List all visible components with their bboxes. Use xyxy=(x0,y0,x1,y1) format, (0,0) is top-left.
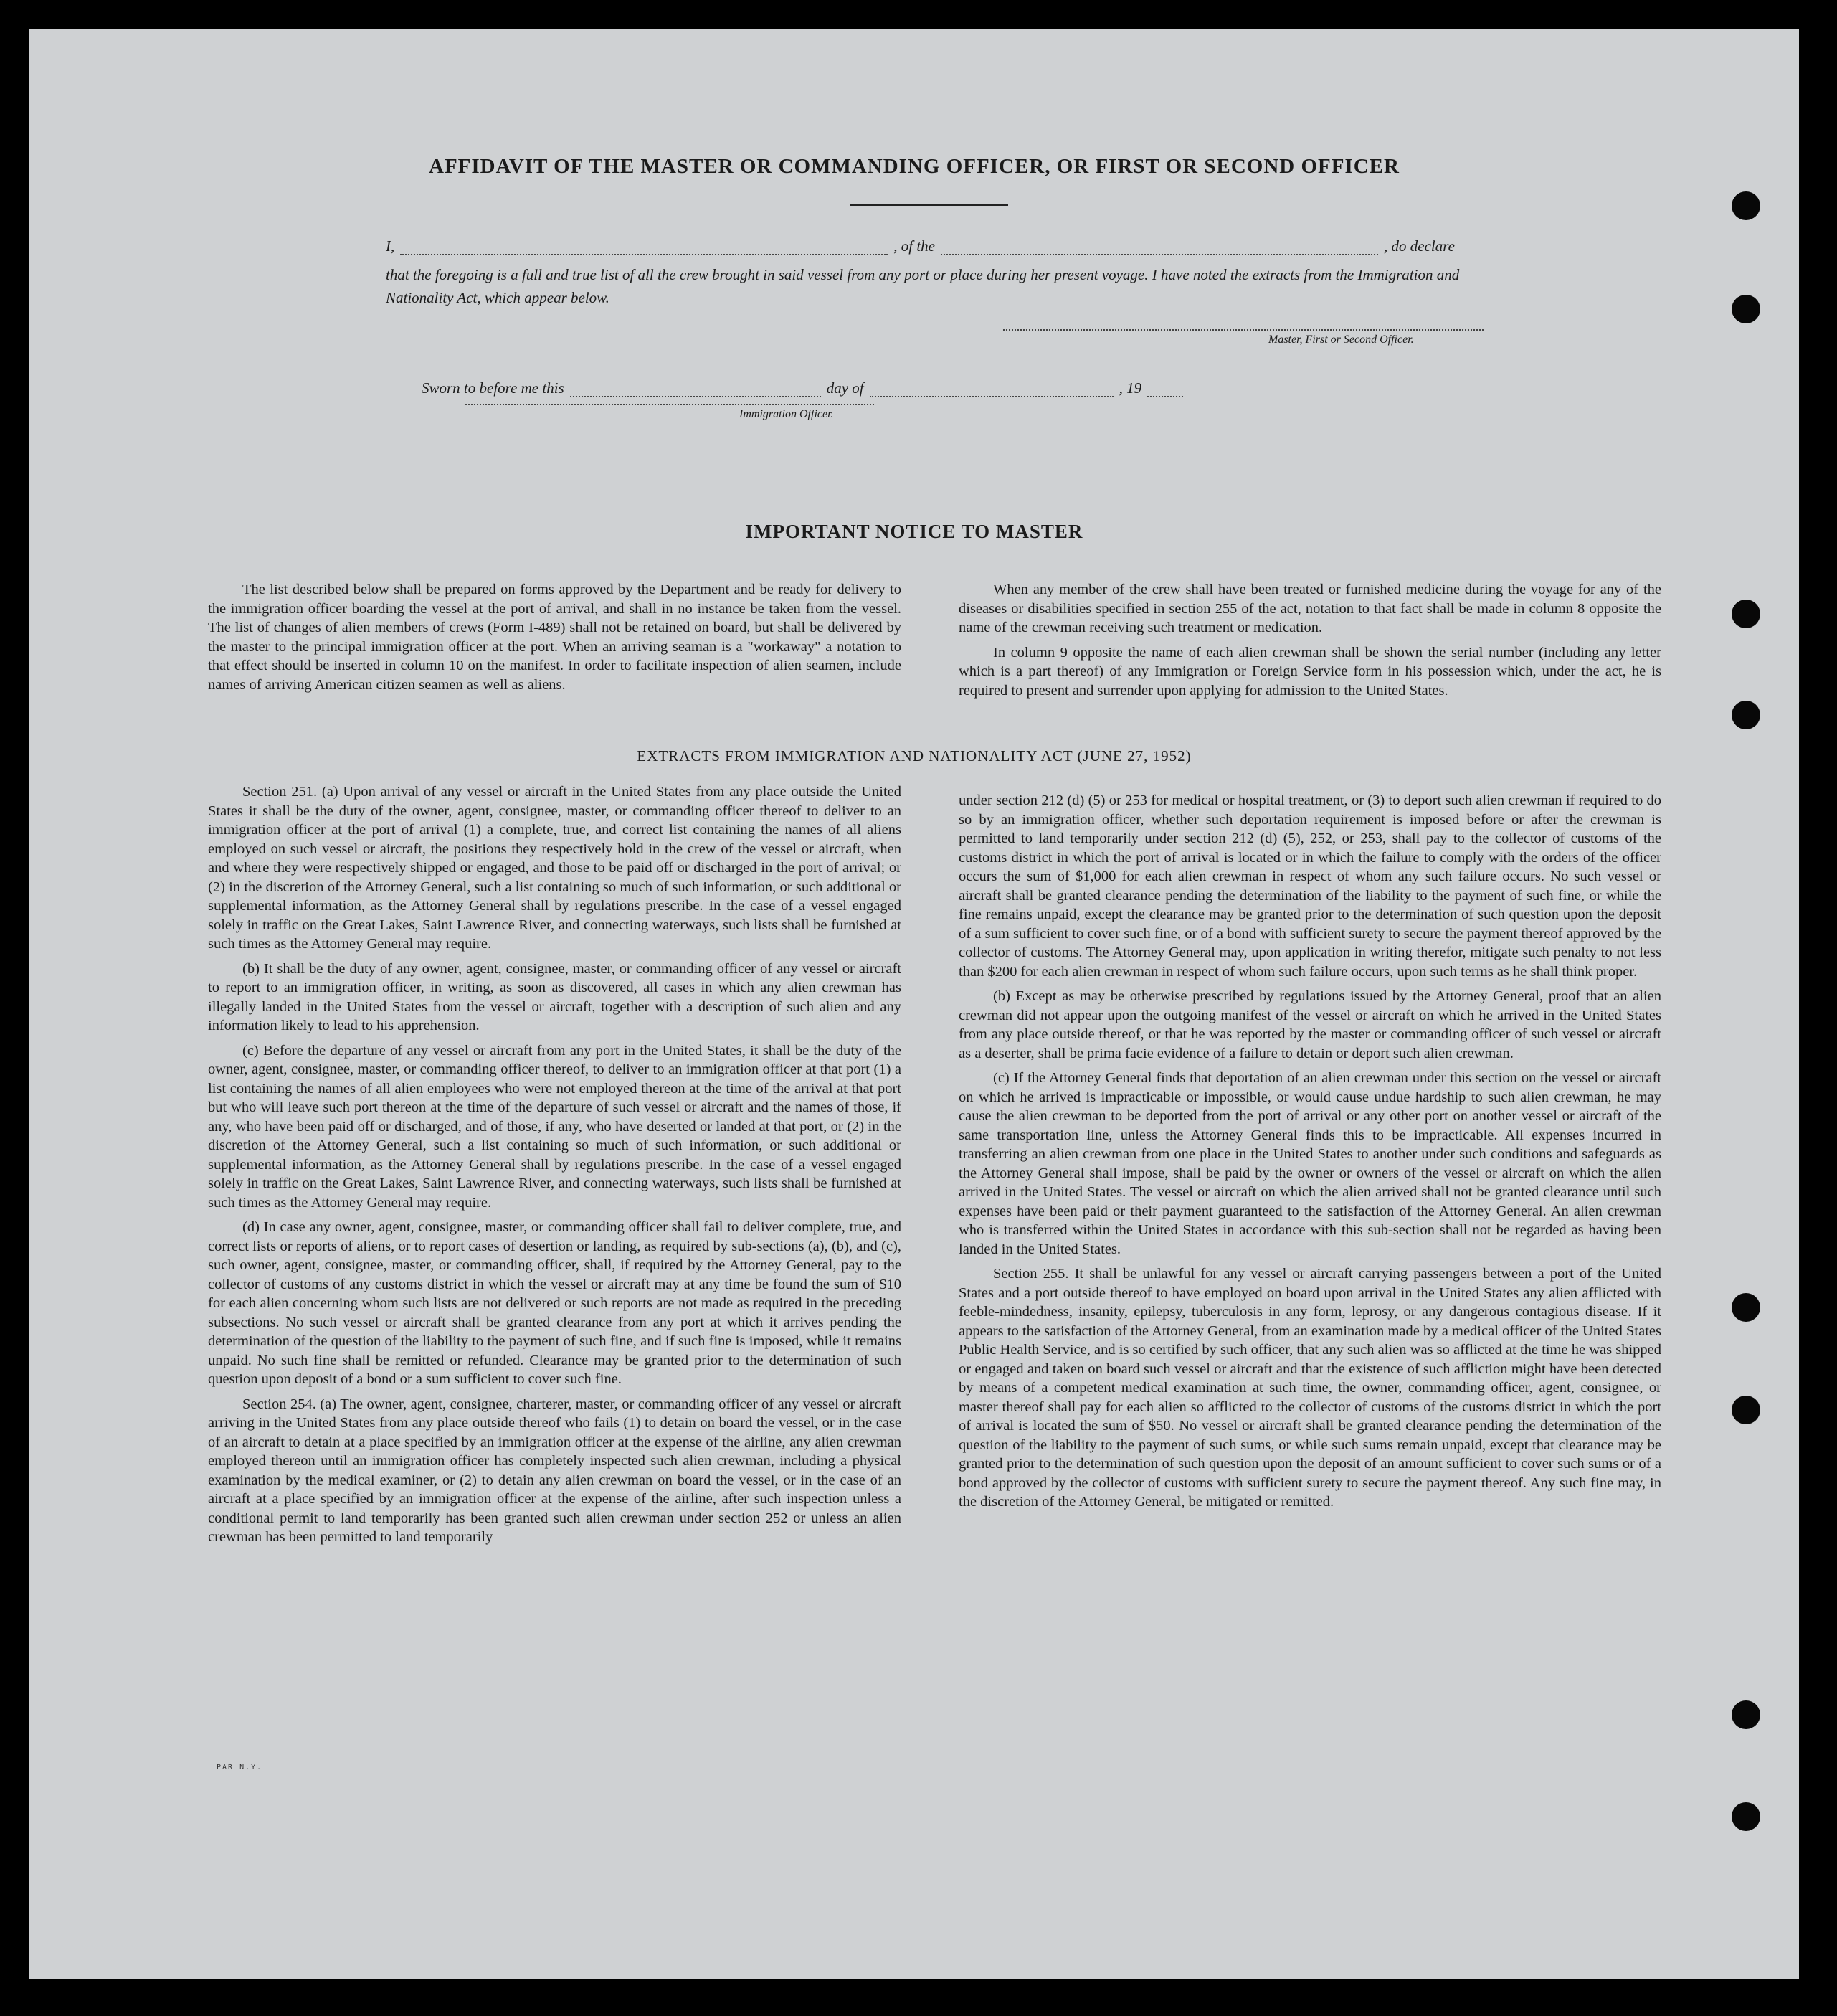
section-251-a: Section 251. (a) Upon arrival of any vessel or aircraft in the United States from any place outside the United States it shall be the duty of the owner, agent, consignee, master, or commanding officer thereof to deliver to an immigration officer at the port of arrival (1) a complete, true, and correct list containing the names of all aliens employed on such vessel or aircraft, the positions they respectively hold in the crew of the vessel or aircraft, when and where they were respectively shipped or engaged, and those to be paid off or discharged in the port of arrival; or (2) in the discretion of the Attorney General, such a list containing so much of such information, or such additional or supplemental information, as the Attorney General shall by regulations prescribe. In the case of a vessel engaged solely in traffic on the Great Lakes, Saint Lawrence River, and connecting waterways, such lists shall be furnished at such times as the Attorney General may require. xyxy=(208,784,901,952)
notice-right-para-1: When any member of the crew shall have been treated or furnished medicine during the voyage for any of the diseases or disabilities specified in section 255 of the act, notation to that fact shall be made in column 8 opposite the name of the crewman receiving such treatment or medication. xyxy=(959,582,1661,635)
notice-title: IMPORTANT NOTICE TO MASTER xyxy=(745,521,1083,542)
declaration-text: that the foregoing is a full and true list of all the crew brought in said vessel from any port or place during her present voyage. I have noted the extracts from the Immigration and Nationality Act, which appear below. xyxy=(386,266,1460,306)
section-254-a: Section 254. (a) The owner, agent, consignee, charterer, master, or commanding officer of any vessel or aircraft arriving in the United States from any place outside thereof who fails (1) to detain on board the vessel, or in the case of an aircraft to detain at a place specified by an immigration officer at the expense of the airline, any alien crewman employed thereon until an immigration officer has completely inspected such alien crewman, including a physical examination by the medical examiner, or (2) to detain any alien crewman on board the vessel, or in the case of an aircraft at a place specified by an immigration officer at the expense of the airline, after such inspection unless a conditional permit to land temporarily has been granted such alien crewman under section 252 or unless an alien crewman has been permitted to land temporarily xyxy=(208,1396,901,1545)
punch-hole xyxy=(1732,600,1760,628)
do-declare-label: , do declare xyxy=(1384,237,1455,255)
declaration-line xyxy=(386,237,1519,255)
section-254-b: (b) Except as may be otherwise prescribed by regulations issued by the Attorney General, proof that an alien crewman did not appear upon the outgoing manifest of the vessel or aircraft on which he arrived in the United States from any place outside thereof, or that he was reported by the master or commanding officer of such vessel or aircraft as a deserter, shall be prima facie evidence of a failure to detain or deport such alien crewman. xyxy=(959,988,1661,1061)
punch-hole xyxy=(1732,1293,1760,1322)
master-signature-label: Master, First or Second Officer. xyxy=(1268,333,1414,346)
notice-left-column xyxy=(208,580,901,700)
punch-hole xyxy=(1732,1700,1760,1729)
affidavit-title: AFFIDAVIT OF THE MASTER OR COMMANDING OFFICER, OR FIRST OR SECOND OFFICER xyxy=(429,155,1400,178)
month-blank[interactable] xyxy=(870,392,1114,397)
section-251-d: (d) In case any owner, agent, consignee, master, or commanding officer shall fail to deliver complete, true, and correct lists or reports of aliens, or to report cases of desertion or landing, as required by sub-sections (a), (b), and (c), such owner, agent, consignee, master, or commanding officer, shall, if required by the Attorney General, pay to the collector of customs of any customs district in which the vessel or aircraft may at any time be found the sum of $10 for each alien concerning whom such lists are not delivered or such reports are not made as required in the preceding subsections. No such vessel or aircraft shall be granted clearance from any port at which it arrives pending the determination of the question of the liability to the payment of such fine, and if such fine is imposed, while it remains unpaid. No such fine shall be remitted or refunded. Clearance may be granted prior to the determination of such question upon deposit of a bond or a sum sufficient to cover such fine. xyxy=(208,1219,901,1387)
extracts-right-column xyxy=(959,791,1661,1518)
i-label: I, xyxy=(386,237,395,255)
document-page xyxy=(29,29,1799,1979)
officer-signature-label: Immigration Officer. xyxy=(739,408,834,420)
section-251-b: (b) It shall be the duty of any owner, agent, consignee, master, or commanding officer of any vessel or aircraft to report to an immigration officer, in writing, as soon as discovered, all cases in which any alien crewman has illegally landed in the United States from the vessel or aircraft, together with a description of such alien and any information likely to lead to his apprehension. xyxy=(208,960,901,1033)
day-blank[interactable] xyxy=(570,392,821,397)
punch-hole xyxy=(1732,1396,1760,1424)
section-254-a-cont: under section 212 (d) (5) or 253 for medical or hospital treatment, or (3) to deport such alien crewman if required to do so by an immigration officer, whether such deportation requirement is imposed before or after the crewman is permitted to land temporarily under section 212 (d) (5), 252, or 253, shall pay to the collector of customs of the customs district in which the port of arrival is located or in which the failure to comply with the orders of the officer occurs the sum of $1,000 for each alien crewman in respect of whom any such failure occurs. No such vessel or aircraft shall be granted clearance pending the determination of the liability to the payment of such fine, or while the fine remains unpaid, except the clearance may be granted prior to the determination of such question upon the deposit of a sum sufficient to cover such fine, or of a bond with sufficient surety to secure the payment thereof approved by the collector of customs. The Attorney General may, upon application in writing therefor, mitigate such penalty to not less than $200 for each alien crewman in respect of whom such failure occurs, upon such terms as he shall think proper. xyxy=(959,792,1661,980)
punch-hole xyxy=(1732,295,1760,323)
notice-right-para-2: In column 9 opposite the name of each alien crewman shall be shown the serial number (including any letter which is a part thereof) of any Immigration or Foreign Service form in his possession which, under the act, he is required to present and surrender upon applying for admission to the United States. xyxy=(959,644,1661,699)
section-254-c: (c) If the Attorney General finds that deportation of an alien crewman under this section on the vessel or aircraft on which he arrived is impracticable or impossible, or would cause undue hardship to such alien crewman, he may cause the alien crewman to be deported from the port of arrival or any other port on another vessel or aircraft of the same transportation line, unless the Attorney General finds this to be impracticable. All expenses incurred in transferring an alien crewman from one place in the United States to another under such conditions and safeguards as the Attorney General shall impose, shall be paid by the owner or owners of the vessel or aircraft on which the alien arrived in the United States. The vessel or aircraft on which the alien arrived shall not be granted clearance until such expenses have been paid or their payment guaranteed to the satisfaction of the Attorney General. An alien crewman who is transferred within the United States in accordance with this sub-section shall not be regarded as having been landed in the United States. xyxy=(959,1070,1661,1257)
punch-hole xyxy=(1732,701,1760,729)
vessel-blank[interactable] xyxy=(941,250,1378,255)
master-signature-line[interactable] xyxy=(1003,329,1484,331)
printer-imprint: PAR N.Y. xyxy=(217,1764,263,1771)
section-255: Section 255. It shall be unlawful for any vessel or aircraft carrying passengers between a port of the United States and a port outside thereof to have employed on board upon arrival in the United States any alien afflicted with feeble-mindedness, insanity, epilepsy, tuberculosis in any form, leprosy, or any dangerous contagious disease. If it appears to the satisfaction of the Attorney General, from an examination made by a medical officer of the United States Public Health Service, and is so certified by such officer, that any such alien was so afflicted at the time he was shipped or engaged and taken on board such vessel or aircraft and that the existence of such affliction might have been detected by means of a competent medical examination at such time, the owner, commanding officer, agent, consignee, or master thereof shall pay for each alien so afflicted to the collector of customs of the customs district in which the port of arrival is located the sum of $50. No vessel or aircraft shall be granted clearance pending the determination of the question of the liability to the payment of such sums, or while such sums remain unpaid, except that clearance may be granted prior to the determination of such question upon the deposit of an amount sufficient to cover such sums or of a bond approved by the collector of customs with sufficient surety to secure the payment thereof. Any such fine may, in the discretion of the Attorney General, be mitigated or remitted. xyxy=(959,1266,1661,1510)
name-blank[interactable] xyxy=(400,250,888,255)
of-the-label: , of the xyxy=(893,237,935,255)
day-of-label: day of xyxy=(826,379,864,397)
punch-hole xyxy=(1732,1802,1760,1831)
notice-right-column xyxy=(959,580,1661,706)
notice-left-para: The list described below shall be prepared on forms approved by the Department and be ready for delivery to the immigration officer boarding the vessel at the port of arrival, and shall in no instance be taken from the vessel. The list of changes of alien members of crews (Form I-489) shall not be retained on board, but shall be delivered by the master to the principal immigration officer at the port. When an arriving seaman is a "workaway" a notation to that effect should be inserted in column 10 on the manifest. In order to facilitate inspection of alien seamen, include names of arriving American citizen seamen as well as aliens. xyxy=(208,582,901,693)
extracts-left-column xyxy=(208,782,901,1553)
title-rule xyxy=(850,204,1008,206)
year-label: , 19 xyxy=(1119,379,1142,397)
year-blank[interactable] xyxy=(1147,392,1183,397)
punch-hole xyxy=(1732,191,1760,220)
officer-signature-line[interactable] xyxy=(465,404,874,405)
sworn-label: Sworn to before me this xyxy=(422,379,564,397)
extracts-title: EXTRACTS FROM IMMIGRATION AND NATIONALITY ACT (JUNE 27, 1952) xyxy=(637,747,1192,765)
sworn-line xyxy=(422,379,1189,397)
section-251-c: (c) Before the departure of any vessel or aircraft from any port in the United States, it shall be the duty of the owner, agent, consignee, master, or commanding officer thereof, to deliver to an immigration officer at that port (1) a list containing the names of all alien employees who were not employed thereon at the time of the arrival at that port but who will leave such port thereon at the time of the departure of such vessel or aircraft and the names of those, if any, who have been paid off or discharged, and of those, if any, who have deserted or landed at that port, or (2) in the discretion of the Attorney General, such a list containing so much of such information, or such additional or supplemental information, as the Attorney General shall by regulations prescribe. In the case of a vessel engaged solely in traffic on the Great Lakes, Saint Lawrence River, and connecting waterways, such lists shall be furnished at such times as the Attorney General may require. xyxy=(208,1042,901,1211)
